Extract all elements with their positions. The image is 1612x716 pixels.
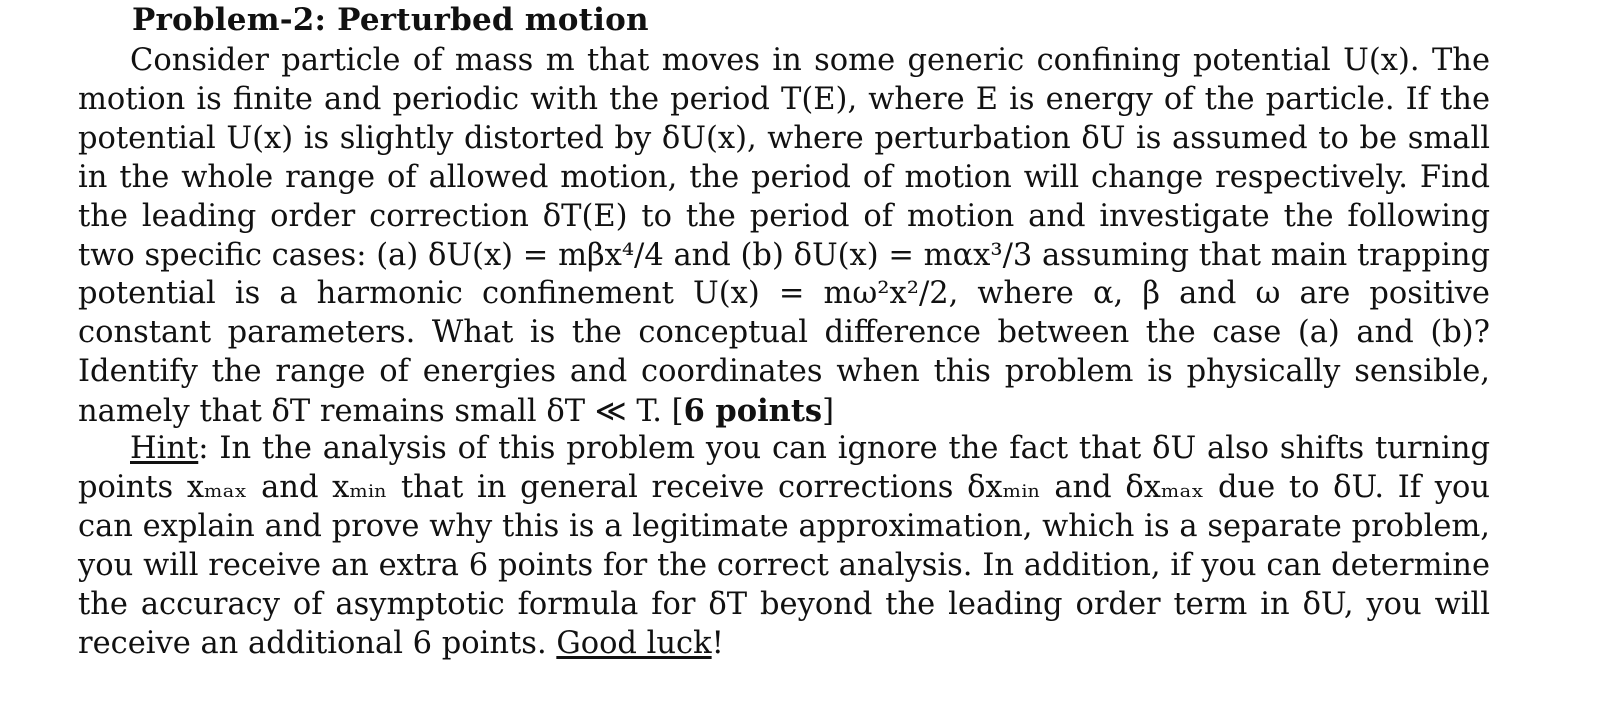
problem-statement-text: Consider particle of mass m that moves in some generic confining potential U(x). The motion is finite and periodic with the period T(E), where E is energy of the particle. If the potential U(x) is slightly distorted by δU(x), where perturbation δU is assumed to be small in the whole range of allowed motion, the period of motion will change respectively. Find the leading order correction δT(E) to the period of motion and investigate the following two specific cases: (a) δU(x) = mβx⁴/4 and (b) δU(x) = mαx³/3 assuming that main trapping potential is a harmonic confinement U(x) = mω²x²/2, where α, β and ω are positive constant parameters. What is the conceptual difference between the case (a) and (b)? Identify the range of energies and coordinates when this problem is physically sensible, namely that δT remains small δT ≪ T. <box>78 43 1490 430</box>
good-luck-text: Good luck <box>556 625 712 661</box>
hint-body: : In the analysis of this problem you can ignore the fact that δU also shifts turning points xₘₐₓ and xₘᵢₙ that in general receive corrections δxₘᵢₙ and δxₘₐₓ due to δU. If you can explain and prove why this is a legitimate approximation, which is a separate problem, you will receive an extra 6 points for the correct analysis. In addition, if you can determine the accuracy of asymptotic formula for δT beyond the leading order term in δU, you will receive an additional 6 points. <box>78 431 1490 661</box>
problem-statement <box>78 42 1490 432</box>
hint-paragraph <box>78 430 1490 663</box>
closing-punctuation: ! <box>711 625 724 661</box>
points-label: 6 points <box>683 393 823 430</box>
points-open-bracket: [ <box>671 394 684 430</box>
hint-label: Hint <box>130 431 199 466</box>
problem-title: Problem-2: Perturbed motion <box>132 2 649 38</box>
points-close-bracket: ] <box>822 394 834 430</box>
